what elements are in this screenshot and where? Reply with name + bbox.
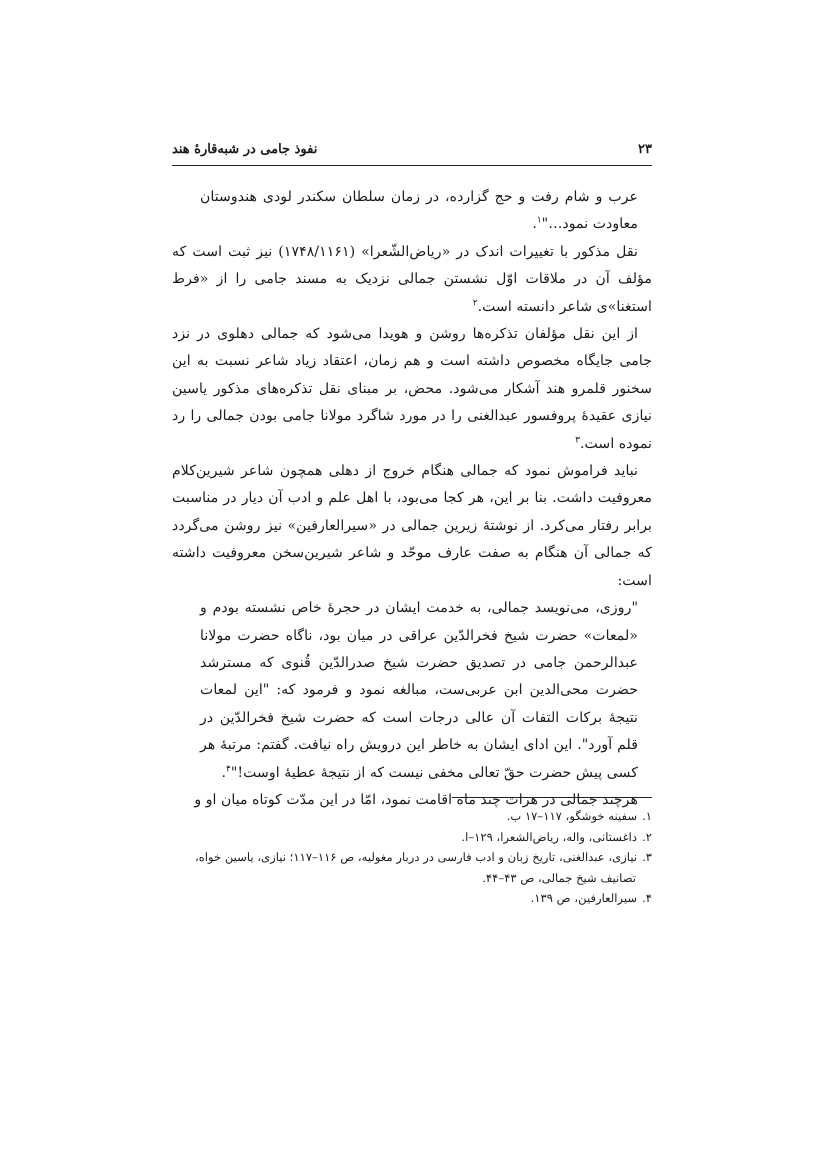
footnote-ref-3: ۳ xyxy=(575,434,580,445)
footnote-3-continuation: تصانیف شیخ جمالی، ص ۴۳–۴۴. xyxy=(482,870,636,885)
running-title: نفوذ جامی در شبه‌قارهٔ هند xyxy=(172,142,318,157)
footnote-4: ۴.سیرالعارفین، ص ۱۳۹. xyxy=(530,891,652,905)
footnote-ref-4: ۴ xyxy=(226,763,231,774)
header-rule xyxy=(172,165,652,166)
paragraph-riyaz: نقل مذکور با تغییرات اندک در «ریاض‌الشّعرا» (۱۷۴۸/۱۱۶۱) نیز ثبت است که مؤلف آن در ملاقات اوّل نشستن جمالی نزدیک به مسند جامی را از «فرط استغنا»ی شاعر دانسته است.$^۲$ xyxy=(172,243,652,315)
footnote-2: ۲.داغستانی، واله، ریاض‌الشعرا، ۱۲۹–ا. xyxy=(461,829,652,844)
paragraph-fame: نباید فراموش نمود که جمالی هنگام خروج از دهلی همچون شاعر شیرین‌کلام معروفیت داشت. بنا بر این، هر کجا می‌بود، با اهل علم و ادب آن دیار در مناسبت برابر رفتار می‌کرد. از نوشتهٔ زیرین جمالی در «سیرالعارفین» نیز روشن می‌گردد که جمالی آن هنگام به صفت عارف موحّد و شاعر شیرین‌سخن معروفیت داشته است: xyxy=(172,463,652,589)
body-text xyxy=(172,184,652,814)
footnote-ref-1: ۱ xyxy=(536,215,542,226)
footnote-3: ۳.نیازی، عبدالغنی، تاریخ زبان و ادب فارسی در دربار مغولیه، ص ۱۱۶–۱۱۷؛ نیازی، یاسین خواه، xyxy=(194,850,652,864)
paragraph-tazkira: از این نقل مؤلفان تذکره‌ها روشن و هویدا می‌شود که جمالی دهلوی در نزد جامی جایگاه مخصوص داشته است و هم زمان، اعتقاد زیاد شاعر نسبت به این سخنور قلمرو هند آشکار می‌شود. محض، بر مبنای نقل تذکره‌های مذکور یاسین نیازی عقیدهٔ پروفسور عبدالغنی را در مورد شاگرد مولانا جامی بودن جمالی را رد نموده است.$^۳$ xyxy=(172,326,652,452)
paragraph-herat: هرچند جمالی در هرات چند ماه اقامت نمود، امّا در این مدّت کوتاه میان او و xyxy=(194,791,638,808)
footnote-1: ۱.سفینه خوشگو، ۱۱۷–۱۷ ب. xyxy=(506,809,652,823)
footnote-rule xyxy=(452,797,652,798)
paragraph-block-quote: "روزی، می‌نویسد جمالی، به خدمت ایشان در حجرهٔ خاص نشسته بودم و «لمعات» حضرت شیخ فخرالدّین عراقی در میان بود، ناگاه حضرت مولانا عبدالرحمن جامی در تصدیق حضرت شیخ صدرالدّین قُنوی که مسترشد حضرت محی‌الدین ابن عربی‌ست، مبالغه نمود و فرمود که: "این لمعات نتیجهٔ برکات التفات آن عالی درجات است که حضرت شیخ فخرالدّین در قلم آورد". این ادای ایشان به خاطر این درویش راه نیافت. گفتم: مرتبهٔ هر کسی پیش حضرت حقّ تعالی مخفی نیست که از نتیجهٔ عطیهٔ اوست!"$^۴$. xyxy=(200,600,638,781)
page-header xyxy=(172,142,652,164)
paragraph-quote-continuation: عرب و شام رفت و حج گزارده، در زمان سلطان سکندر لودی هندوستان معاودت نمود…"$^۱$. xyxy=(200,189,638,233)
footnote-ref-2: ۲ xyxy=(472,297,478,308)
page-number: ۲۳ xyxy=(638,142,652,157)
footnotes xyxy=(172,806,652,909)
